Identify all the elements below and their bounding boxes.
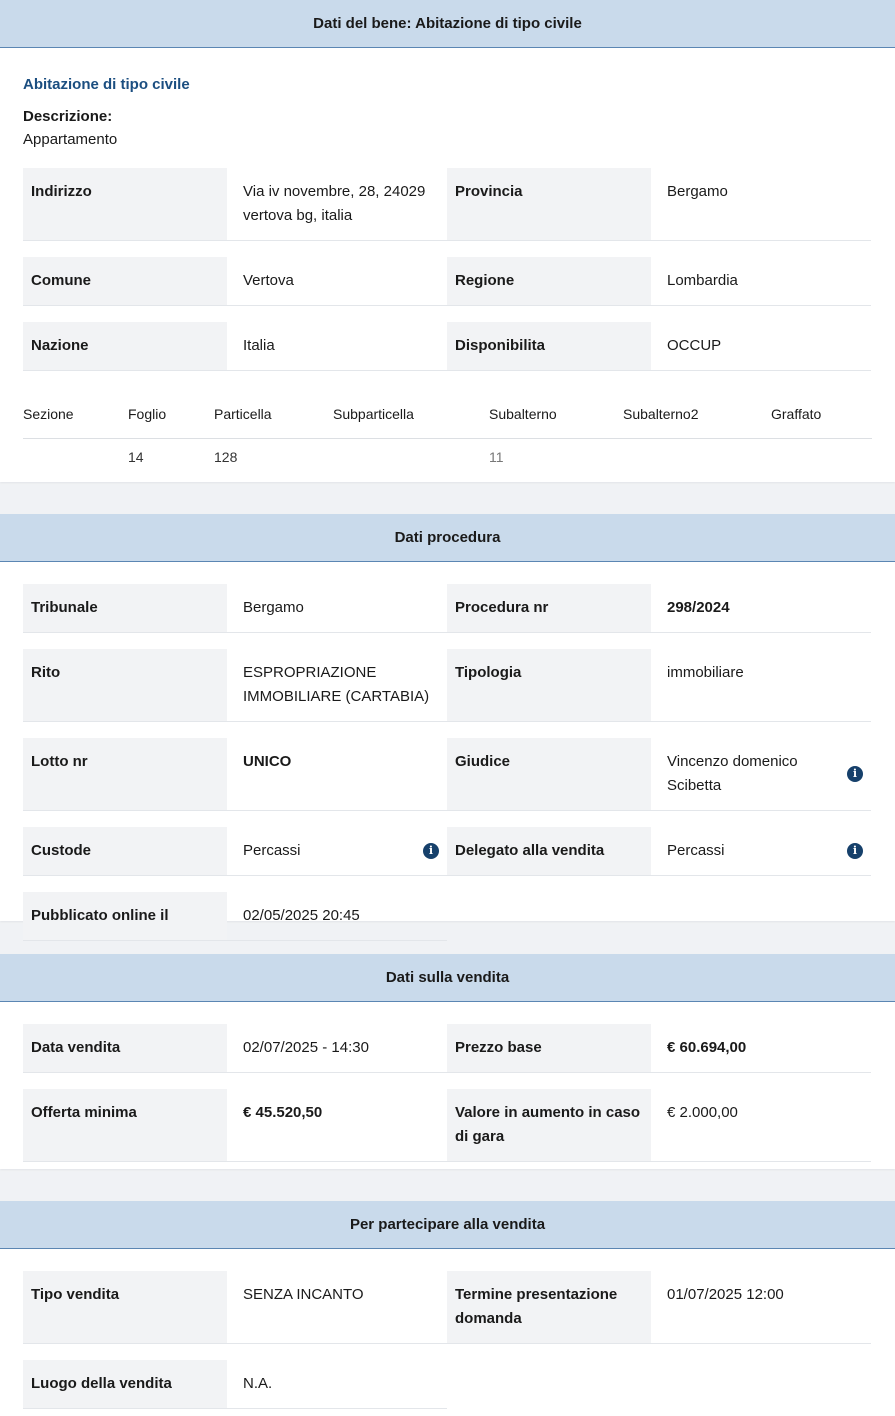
catasto-header-row xyxy=(23,391,872,438)
field-value: SENZA INCANTO xyxy=(243,1286,364,1303)
field-value: € 45.520,50 xyxy=(243,1104,323,1121)
field-data-vendita xyxy=(23,1024,447,1073)
field-value: 01/07/2025 12:00 xyxy=(667,1286,784,1303)
field-label: Prezzo base xyxy=(447,1024,651,1072)
field-label: Data vendita xyxy=(23,1024,227,1072)
field-value: Lombardia xyxy=(667,272,738,289)
cell-subparticella xyxy=(333,438,489,476)
cell-particella: 128 xyxy=(214,449,238,466)
cell-subalterno2 xyxy=(623,438,771,476)
field-label: Regione xyxy=(447,257,651,305)
field-label: Tipo vendita xyxy=(23,1271,227,1343)
field-tipo-vendita xyxy=(23,1271,447,1344)
field-value: Percassi xyxy=(667,842,725,859)
field-value-container xyxy=(227,827,447,875)
field-giudice xyxy=(447,738,871,811)
field-label: Custode xyxy=(23,827,227,875)
field-label: Offerta minima xyxy=(23,1089,227,1161)
field-rito xyxy=(23,649,447,722)
section-header: Per partecipare alla vendita xyxy=(0,1201,895,1249)
field-value: 02/07/2025 - 14:30 xyxy=(243,1039,369,1056)
field-regione xyxy=(447,257,871,306)
field-value: Percassi xyxy=(243,842,301,859)
field-label: Provincia xyxy=(447,168,651,240)
section-header: Dati del bene: Abitazione di tipo civile xyxy=(0,0,895,48)
field-indirizzo xyxy=(23,168,447,241)
field-value-container xyxy=(651,827,871,875)
description-value: Appartamento xyxy=(23,131,118,148)
field-label: Valore in aumento in caso di gara xyxy=(447,1089,651,1161)
field-label: Indirizzo xyxy=(23,168,227,240)
cell-graffato xyxy=(771,438,872,476)
description-label: Descrizione: xyxy=(23,108,113,125)
field-label: Pubblicato online il xyxy=(23,892,227,940)
field-provincia xyxy=(447,168,871,241)
col-foglio: Foglio xyxy=(128,391,214,438)
field-nazione xyxy=(23,322,447,371)
field-lotto-nr xyxy=(23,738,447,811)
field-value: 02/05/2025 20:45 xyxy=(243,907,360,924)
field-value: OCCUP xyxy=(667,337,722,354)
section-dati-bene xyxy=(0,0,895,482)
field-label: Rito xyxy=(23,649,227,721)
section-header: Dati procedura xyxy=(0,514,895,562)
field-value: Bergamo xyxy=(667,183,728,200)
field-value: Vincenzo domenico Scibetta xyxy=(667,753,798,794)
field-label: Nazione xyxy=(23,322,227,370)
field-value: € 60.694,00 xyxy=(667,1039,747,1056)
cell-subalterno: 11 xyxy=(489,449,504,466)
field-valore-aumento xyxy=(447,1089,871,1162)
field-label: Comune xyxy=(23,257,227,305)
cell-foglio: 14 xyxy=(128,449,144,466)
field-value: Italia xyxy=(243,337,275,354)
field-comune xyxy=(23,257,447,306)
info-icon[interactable]: i xyxy=(847,843,863,859)
field-label: Procedura nr xyxy=(447,584,651,632)
field-termine xyxy=(447,1271,871,1344)
col-graffato: Graffato xyxy=(771,391,872,438)
field-value: immobiliare xyxy=(667,664,744,681)
field-label: Giudice xyxy=(447,738,651,810)
catasto-table xyxy=(23,391,872,476)
field-delegato xyxy=(447,827,871,876)
field-label: Luogo della vendita xyxy=(23,1360,227,1408)
section-partecipare xyxy=(0,1201,895,1416)
field-offerta-minima xyxy=(23,1089,447,1162)
property-type-title: Abitazione di tipo civile xyxy=(23,76,190,93)
col-subalterno: Subalterno xyxy=(489,391,623,438)
field-tipologia xyxy=(447,649,871,722)
field-value: Via iv novembre, 28, 24029 vertova bg, italia xyxy=(243,183,426,224)
field-value: Bergamo xyxy=(243,599,304,616)
section-header: Dati sulla vendita xyxy=(0,954,895,1002)
field-value: € 2.000,00 xyxy=(667,1104,738,1121)
field-luogo xyxy=(23,1360,447,1409)
field-label: Delegato alla vendita xyxy=(447,827,651,875)
field-prezzo-base xyxy=(447,1024,871,1073)
cell-sezione xyxy=(23,438,128,476)
field-label: Disponibilita xyxy=(447,322,651,370)
field-value: Vertova xyxy=(243,272,294,289)
field-value: N.A. xyxy=(243,1375,273,1392)
col-subparticella: Subparticella xyxy=(333,391,489,438)
field-procedura-nr xyxy=(447,584,871,633)
col-sezione: Sezione xyxy=(23,391,128,438)
field-label: Lotto nr xyxy=(23,738,227,810)
field-value-container xyxy=(651,738,871,810)
field-tribunale xyxy=(23,584,447,633)
section-dati-vendita xyxy=(0,954,895,1169)
info-icon[interactable]: i xyxy=(847,766,863,782)
field-value: 298/2024 xyxy=(667,599,730,616)
field-pubblicato xyxy=(23,892,447,941)
info-icon[interactable]: i xyxy=(423,843,439,859)
field-custode xyxy=(23,827,447,876)
field-disponibilita xyxy=(447,322,871,371)
field-label: Tipologia xyxy=(447,649,651,721)
field-value: ESPROPRIAZIONE IMMOBILIARE (CARTABIA) xyxy=(243,664,430,705)
col-subalterno2: Subalterno2 xyxy=(623,391,771,438)
col-particella: Particella xyxy=(214,391,333,438)
table-row xyxy=(23,438,872,476)
field-value: UNICO xyxy=(243,753,292,770)
field-label: Tribunale xyxy=(23,584,227,632)
section-dati-procedura xyxy=(0,514,895,924)
field-label: Termine presentazione domanda xyxy=(447,1271,651,1343)
